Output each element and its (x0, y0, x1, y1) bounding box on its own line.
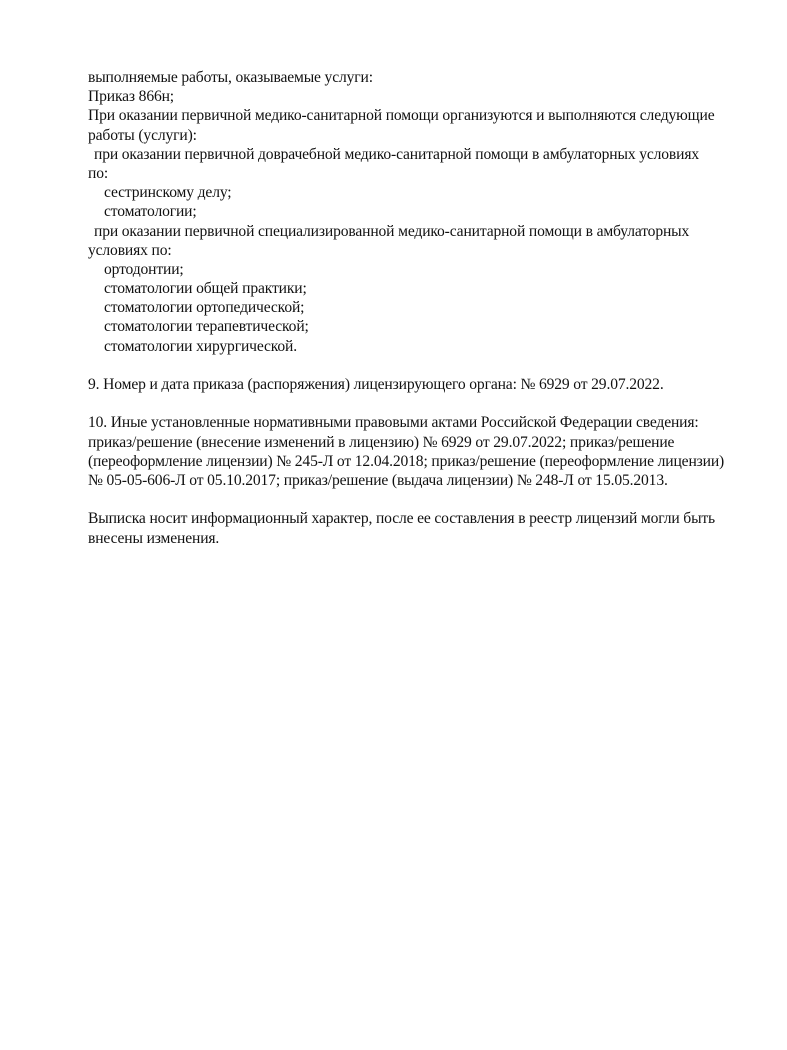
group-title: по: (88, 164, 109, 182)
list-item: стоматологии ортопедической; (104, 299, 305, 317)
section-10: приказ/решение (внесение изменений в лицензию) № 6929 от 29.07.2022; приказ/решение (88, 433, 675, 451)
list-item: стоматологии; (104, 203, 197, 221)
section-10: (переоформление лицензии) № 245-Л от 12.04.2018; приказ/решение (переоформление лицензии) (88, 452, 725, 470)
list-item: стоматологии общей практики; (104, 280, 307, 298)
spacer (88, 356, 768, 375)
document-page (88, 68, 768, 548)
list-item: сестринскому делу; (104, 184, 232, 202)
group-title: при оказании первичной специализированной медико-санитарной помощи в амбулаторных (94, 222, 690, 240)
intro-text: При оказании первичной медико-санитарной помощи организуются и выполняются следующие (88, 107, 715, 125)
group-title: условиях по: (88, 241, 172, 259)
list-item: ортодонтии; (104, 260, 184, 278)
disclaimer: Выписка носит информационный характер, после ее составления в реестр лицензий могли быть (88, 510, 716, 528)
spacer (88, 490, 768, 509)
intro-text: работы (услуги): (88, 126, 197, 144)
spacer (88, 394, 768, 413)
list-item: стоматологии хирургической. (104, 337, 297, 355)
works-header: выполняемые работы, оказываемые услуги: (88, 69, 373, 86)
disclaimer: внесены изменения. (88, 529, 220, 547)
list-item: стоматологии терапевтической; (104, 318, 309, 336)
section-10: № 05-05-606-Л от 05.10.2017; приказ/решение (выдача лицензии) № 248-Л от 15.05.2013. (88, 471, 668, 489)
order-reference: Приказ 866н; (88, 88, 174, 106)
group-title: при оказании первичной доврачебной медико-санитарной помощи в амбулаторных условиях (94, 145, 700, 163)
section-10: 10. Иные установленные нормативными правовыми актами Российской Федерации сведения: (88, 414, 699, 432)
section-9: 9. Номер и дата приказа (распоряжения) лицензирующего органа: № 6929 от 29.07.2022. (88, 376, 664, 393)
